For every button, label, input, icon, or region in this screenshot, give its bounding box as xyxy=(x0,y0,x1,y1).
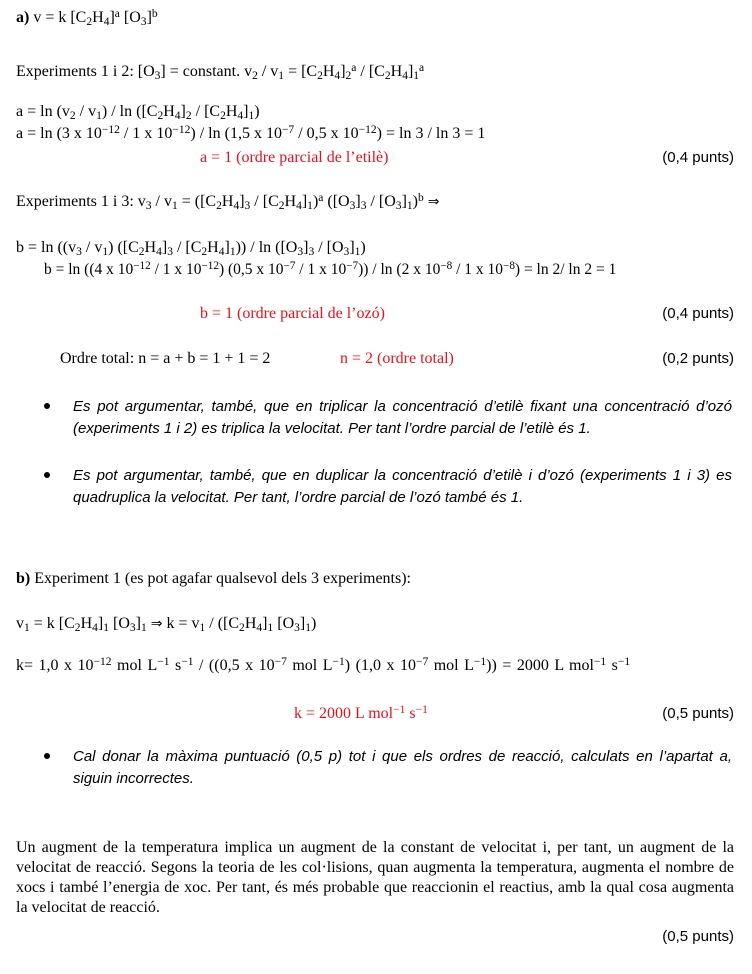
exp13-line: Experiments 1 i 3: v3 / v1 = ([C2H4]3 / [C2H4]1)$^a$ ([O3]3 / [O3]1)$^b$ ⇒ xyxy=(16,191,440,212)
bullet-icon xyxy=(44,753,50,759)
b-result: b = 1 (ordre parcial de l’ozó) xyxy=(200,305,385,322)
total-result: n = 2 (ordre total) xyxy=(340,350,454,367)
k-formula-line: v1 = k [C2H4]1 [O3]1 ⇒ k = v1 / ([C2H4]1 [O3]1) xyxy=(16,615,317,634)
k-calc-line: k= 1,0 x $10^{-12}$ mol $L^{-1}$ $s^{-1} / ((0,5$ x $10^{-7}$ mol $L^{-1}$) (1,0 x $10^{-7}$ mol $L^{-1})) = 2000$ L mol$^{-1}$ $s^{-1}$ xyxy=(16,655,631,674)
bullet-text: Cal donar la màxima puntuació (0,5 p) tot i que els ordres de reacció, calculats en l’apartat a, siguin incorrectes. xyxy=(73,748,732,787)
bullet-text: Es pot argumentar, també, que en triplicar la concentració d’etilè fixant una concentració d’ozó (experiments 1 i 2) es triplica la velocitat. Per tant l’ordre parcial de l’etilè és 1. xyxy=(73,398,732,437)
points-total: (0,2 punts) xyxy=(662,350,734,367)
points-a: (0,4 punts) xyxy=(662,149,734,166)
part-a-label: a) xyxy=(16,9,30,26)
a-result: a = 1 (ordre parcial de l’etilè) xyxy=(200,149,389,166)
bullet-text: Es pot argumentar, també, que en duplicar la concentració d’etilè i d’ozó (experiments 1 i 3) es quadruplica la velocitat. Per tant, l’ordre parcial de l’ozó també és 1. xyxy=(73,467,732,506)
exp12-line: Experiments 1 i 2: [O3] = constant. $v2 / v1 = [C2H4]2^a / [C2H4]1^a$ xyxy=(16,61,425,82)
part-b-intro: b) Experiment 1 (es pot agafar qualsevol dels 3 experiments): xyxy=(16,570,411,587)
temperature-paragraph: Un augment de la temperatura implica un augment de la constant de velocitat i, per tant, un augment de la velocitat de reacció. Segons la teoria de les col·lisions, quan augmenta la temperatura, augmenta el nombre de xocs i també l’energia de xoc. Per tant, és més probable que reaccionin el reactius, amb la qual cosa augmenta la velocitat de reacció. xyxy=(16,839,734,916)
points-c: (0,5 punts) xyxy=(662,928,734,945)
b-formula-line: b = ln ((v3 / v1) ([C2H4]3 / [C2H4]1)) / ln ([O3]3 / [O3]1) xyxy=(16,239,366,258)
rate-law-line: a) v = k $[C2H4]^a$ $[O3]^b$ xyxy=(16,7,158,28)
bullet-icon xyxy=(44,472,50,478)
points-b: (0,4 punts) xyxy=(662,305,734,322)
a-calc-line: a = ln (3 x $10^{-12} / 1$ x $10^{-12}$) / ln (1,5 x $10^{-7} / 0,5$ x $10^{-12}) = \ln 3 / \ln 3 = 1$ xyxy=(16,123,486,142)
points-k: (0,5 punts) xyxy=(662,705,734,722)
bullet-icon xyxy=(44,403,50,409)
part-b-label: b) xyxy=(16,570,31,587)
b-calc-line: b = ln ((4 x $10^{-12} / 1$ x $10^{-12}$) (0,5 x $10^{-7} / 1$ x $10^{-7}$)) / ln (2 x $10^{-8} / 1$ x $10^{-8}) = \ln 2/$ ln 2 = 1 xyxy=(44,259,617,278)
total-order: Ordre total: n = a + b = 1 + 1 = 2 xyxy=(60,350,271,367)
k-result: k = 2000 L mol$^{-1}$ $s^{-1}$ xyxy=(294,703,428,722)
a-formula-line: a = ln (v2 / v1) / ln ([C2H4]2 / [C2H4]1) xyxy=(16,103,260,122)
